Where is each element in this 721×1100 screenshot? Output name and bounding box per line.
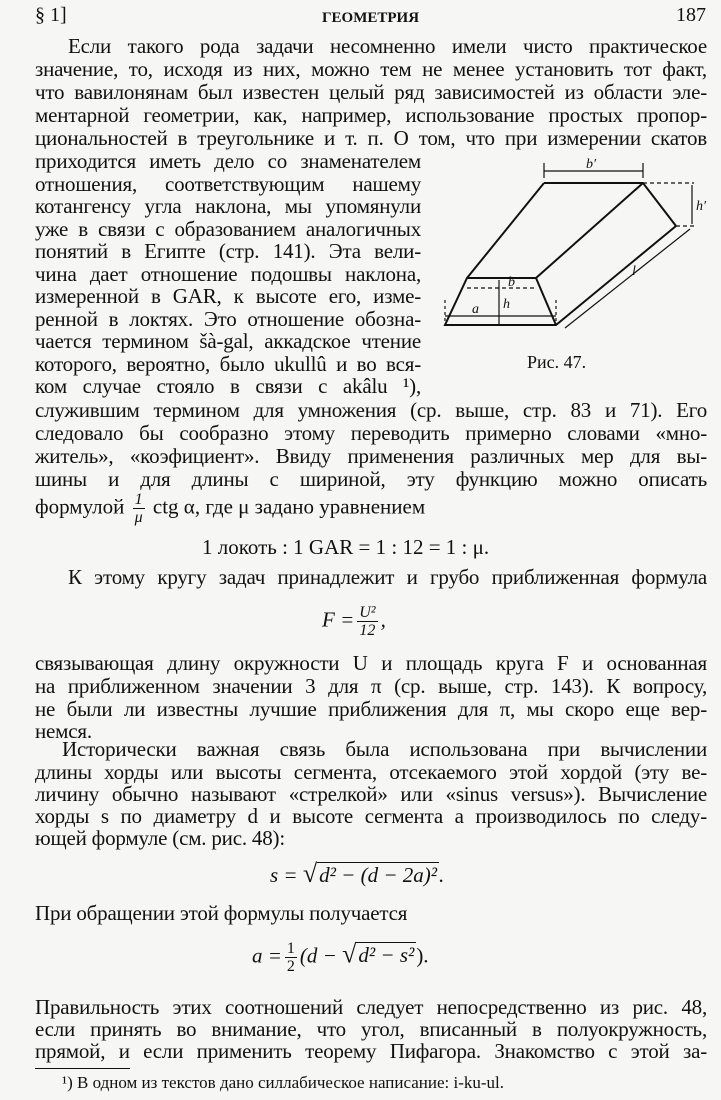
text-line: ренной в локтях. Это отношение обозна-	[35, 306, 421, 331]
label-h: h	[503, 297, 510, 312]
text-line: немся.	[35, 719, 92, 743]
label-b: b	[508, 275, 515, 290]
formula-suffix: ctg α, где μ задано уравнением	[147, 494, 426, 519]
tail: ).	[416, 943, 429, 968]
text-line: понятий в Египте (стр. 141). Эта вели-	[35, 239, 421, 263]
tail: ,	[380, 607, 386, 632]
figure-caption: Рис. 47.	[527, 352, 587, 372]
numerator: U²	[359, 604, 376, 621]
lhs: F =	[322, 607, 355, 632]
lhs: a =	[252, 943, 282, 968]
page-number: 187	[676, 4, 706, 26]
text-line: не были ли известны лучшие приближения для π, мы скоро еще вер-	[35, 697, 707, 721]
denominator: 2	[286, 958, 295, 975]
text-line: циональностей в треугольнике и т. п. О том, что при измерении скатов	[35, 126, 707, 150]
dim-l	[565, 229, 690, 328]
label-a: a	[472, 302, 479, 317]
radicand: d² − s²	[358, 943, 415, 968]
text-line: ментарной геометрии, как, например, использование простых пропор-	[35, 103, 707, 127]
equation-ratio: 1 локоть : 1 GAR = 1 : 12 = 1 : μ.	[202, 535, 490, 559]
text-line: чина дает отношение подошвы наклона,	[35, 261, 421, 286]
equation-chord	[270, 859, 445, 888]
fraction	[357, 604, 377, 639]
section-marker: § 1]	[35, 4, 67, 26]
figure-47-diagram	[430, 155, 710, 345]
text-line: приходится иметь дело со знаменателем	[35, 149, 421, 173]
prism-edges	[445, 183, 676, 325]
equation-height	[252, 940, 429, 975]
text-line: личину обычно называют «стрелкой» или «sinus versus»). Вычисление	[35, 782, 707, 806]
text-line: Правильность этих соотношений следует непосредственно из рис. 48,	[35, 995, 707, 1019]
text-line: Если такого рода задачи несомненно имели чисто практическое	[68, 34, 707, 58]
equation-area	[322, 604, 386, 639]
fraction	[133, 491, 145, 526]
text-line: отношения, соответствующим нашему	[35, 171, 421, 196]
numerator: 1	[286, 940, 295, 957]
radical-sign: √	[342, 939, 357, 969]
radical-sign: √	[302, 859, 318, 888]
text-line: значение, то, исходя из них, можно тем не менее установить тот факт,	[35, 57, 707, 81]
dim-a-ext	[445, 300, 556, 325]
text-line: ющей формуле (см. рис. 48):	[35, 826, 285, 850]
text-line: на приближенном значении 3 для π (ср. выше, стр. 143). К вопросу,	[35, 674, 707, 698]
text-line: прямой, и если применить теорему Пифагора. Знакомство с этой за-	[35, 1039, 707, 1063]
text-line: Исторически важная связь была использована при вычислении	[62, 737, 707, 761]
fraction	[285, 940, 297, 975]
text-line: котангенсу угла наклона, мы упомянули	[35, 194, 421, 218]
text-line: хорды s по диаметру d и высоте сегмента a производилось по следу-	[35, 804, 707, 828]
text-line: К этому кругу задач принадлежит и грубо приближенная формула	[68, 565, 707, 589]
denominator: μ	[134, 509, 143, 526]
text-line: шины и для длины с шириной, эту функцию можно описать	[35, 467, 707, 491]
radicand: d² − (d − 2a)²	[319, 863, 438, 887]
text-line: связывающая длину окружности U и площадь круга F и основанная	[35, 651, 707, 675]
dim-h-prime	[643, 183, 694, 226]
text-line: ком случае стояло в связи с akâlu ¹),	[35, 374, 421, 398]
text-line: житель», «коэфициент». Ввиду применения различных мер для вы-	[35, 444, 707, 468]
text-line: если принять во внимание, что угол, вписанный в полуокружность,	[35, 1017, 707, 1041]
formula-line	[35, 491, 425, 526]
text-line: которого, вероятно, было ukullû и во вся-	[35, 351, 421, 376]
text-line: что вавилонянам был известен целый ряд зависимостей из области эле-	[35, 80, 707, 104]
footnote-divider	[35, 1068, 130, 1069]
lhs: s =	[270, 863, 303, 887]
text-line: длины хорды или высоты сегмента, отсекаемого этой хордой (эту ве-	[35, 760, 707, 784]
label-h-prime: h′	[696, 199, 707, 214]
numerator: 1	[133, 491, 145, 509]
text-line: чается термином šà-gal, аккадское чтение	[35, 329, 421, 353]
text-line: следовало бы сообразно этому переводить примерно словами «мно-	[35, 421, 707, 445]
tail: .	[439, 863, 445, 887]
label-l: l	[632, 264, 636, 279]
text-line: При обращении этой формулы получается	[35, 901, 408, 925]
formula-prefix: формулой	[35, 494, 125, 519]
open: (d −	[299, 943, 343, 968]
footnote: ¹) В одном из текстов дано силлабическое написание: i-ku-ul.	[62, 1073, 504, 1092]
text-line: измеренной в GAR, к высоте его, изме-	[35, 284, 421, 308]
denominator: 12	[359, 622, 376, 639]
text-line: служившим термином для умножения (ср. выше, стр. 83 и 71). Его	[35, 398, 707, 422]
text-line: уже в связи с образованием аналогичных	[35, 216, 421, 241]
running-title: ГЕОМЕТРИЯ	[322, 10, 420, 26]
label-b-prime: b′	[586, 157, 597, 172]
